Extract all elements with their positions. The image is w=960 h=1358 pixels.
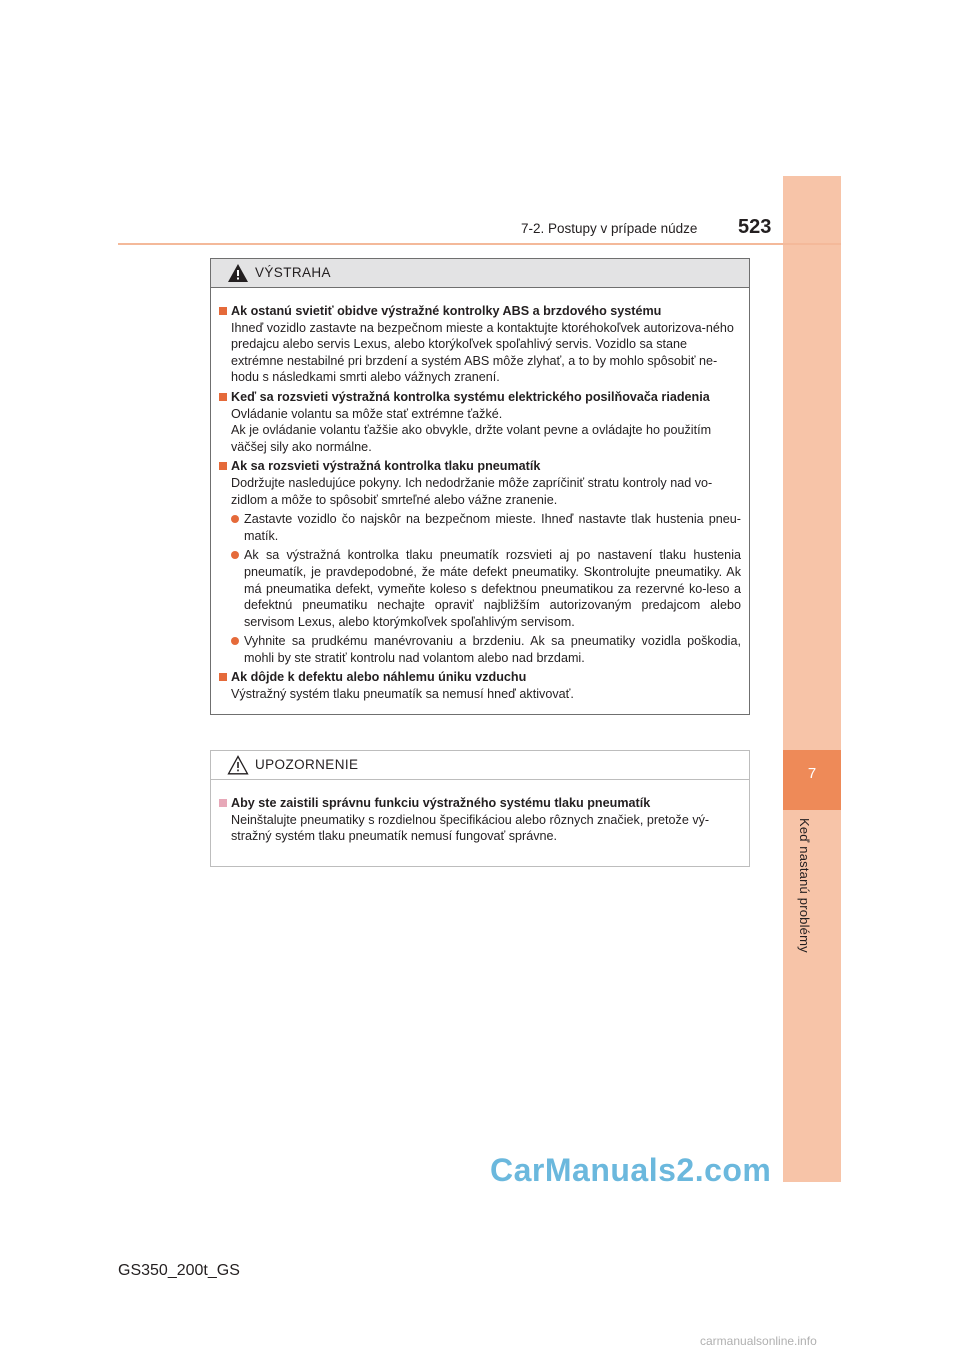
watermark-logo: CarManuals2.com [490, 1152, 772, 1188]
warning-triangle-icon [227, 263, 249, 283]
page-number: 523 [738, 216, 772, 238]
warning-text: Ovládanie volantu sa môže stať extrémne ťažké. [231, 406, 503, 421]
caution-triangle-icon [227, 755, 249, 775]
caution-title: UPOZORNENIE [255, 757, 359, 772]
warning-heading: Keď sa rozsvieti výstražná kontrolka systému elektrického posilňovača riadenia [219, 389, 741, 406]
side-tab-strip [783, 176, 841, 1182]
warning-text: Dodržujte nasledujúce pokyny. Ich nedodržanie môže zapríčiniť stratu kontroly nad vo-zidlom a môže to spôsobiť smrteľné alebo vážne zranenie. [231, 475, 713, 507]
warning-heading: Ak ostanú svietiť obidve výstražné kontrolky ABS a brzdového systému [219, 303, 741, 320]
caution-box [210, 750, 750, 867]
caution-header [211, 751, 749, 780]
chapter-label: Keď nastanú problémy [797, 818, 812, 953]
section-title: 7-2. Postupy v prípade núdze [521, 221, 698, 236]
warning-heading: Ak sa rozsvieti výstražná kontrolka tlaku pneumatík [219, 458, 741, 475]
warning-header [211, 259, 749, 288]
chapter-number: 7 [807, 765, 817, 782]
warning-heading: Ak dôjde k defektu alebo náhlemu úniku vzduchu [219, 669, 741, 686]
warning-bullet: Zastavte vozidlo čo najskôr na bezpečnom mieste. Ihneď nastavte tlak hustenia pneu-matík. [219, 511, 741, 544]
warning-text: Výstražný systém tlaku pneumatík sa nemusí hneď aktivovať. [231, 687, 574, 702]
caution-heading: Aby ste zaistili správnu funkciu výstražného systému tlaku pneumatík [219, 795, 741, 812]
model-code: GS350_200t_GS [118, 1262, 240, 1279]
warning-bullet: Vyhnite sa prudkému manévrovaniu a brzdeniu. Ak sa pneumatiky vozidla poškodia, mohli by ste stratiť kontrolu nad volantom alebo nad brzdami. [219, 633, 741, 666]
warning-text: Ak je ovládanie volantu ťažšie ako obvykle, držte volant pevne a ovládajte ho použitím väčšej sily ako normálne. [231, 423, 712, 454]
warning-box [210, 258, 750, 715]
warning-text: Ihneď vozidlo zastavte na bezpečnom mieste a kontaktujte ktoréhokoľvek autorizova-ného predajcu alebo servis Lexus, alebo ktorýkoľvek spoľahlivý servis. Vozidlo sa stane extrémne nestabilné pri brzdení a systém ABS môže zlyhať, a to by mohlo spôsobiť ne-hodu s následkami smrti alebo vážnych zranení. [231, 320, 734, 385]
header-rule [118, 243, 841, 245]
warning-body [211, 288, 749, 714]
warning-title: VÝSTRAHA [255, 265, 331, 280]
warning-bullet: Ak sa výstražná kontrolka tlaku pneumatík rozsvieti aj po nastavení tlaku hustenia pneumatík, je pravdepodobné, že máte defekt pneumatiky. Skontrolujte pneumatiky. Ak má pneumatika defekt, vymeňte koleso s defektnou pneumatikou za rezervné ko-leso a defektnú pneumatiku nechajte opraviť najbližším autorizovaným predajcom alebo servisom Lexus, alebo ktorýmkoľvek spoľahlivým servisom. [219, 547, 741, 630]
watermark-text: carmanualsonline.info [700, 1334, 817, 1348]
caution-body [211, 780, 749, 866]
caution-text: Neinštalujte pneumatiky s rozdielnou špecifikáciou alebo rôznych značiek, pretože vý-stražný systém tlaku pneumatík nemusí fungovať správne. [231, 812, 710, 844]
